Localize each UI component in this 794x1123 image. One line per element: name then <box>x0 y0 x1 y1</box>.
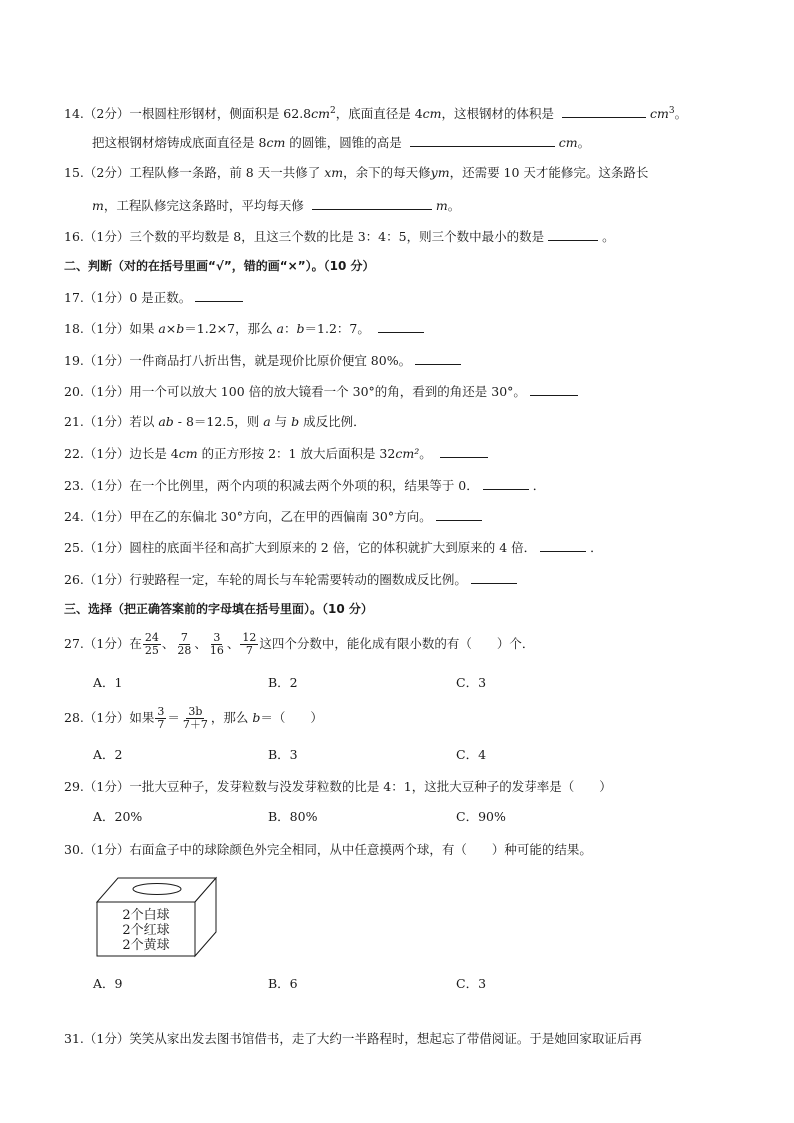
option-b[interactable]: B．6 <box>268 976 298 991</box>
question-24: 24.（1分）甲在乙的东偏北 30°方向，乙在甲的西偏南 30°方向。 <box>64 507 486 526</box>
question-16: 16.（1分）三个数的平均数是 8，且这三个数的比是 3：4：5，则三个数中最小的数是 。 <box>64 229 615 244</box>
answer-blank[interactable] <box>483 476 529 490</box>
question-14-line-2: 把这根钢材熔铸成底面直径是 8cm 的圆锥，圆锥的高是 cm。 <box>92 135 591 150</box>
option-b[interactable]: B．2 <box>268 675 298 690</box>
option-b[interactable]: B．3 <box>268 747 298 762</box>
answer-blank[interactable] <box>548 227 598 241</box>
answer-blank[interactable] <box>471 570 517 584</box>
question-26: 26.（1分）行驶路程一定，车轮的周长与车轮需要转动的圈数成反比例。 <box>64 570 521 589</box>
box-label-white: 2个白球 <box>122 908 170 923</box>
box-label-yellow: 2个黄球 <box>122 938 170 953</box>
question-29: 29.（1分）一批大豆种子，发芽粒数与没发芽粒数的比是 4：1，这批大豆种子的发芽率是（ ） <box>64 779 612 794</box>
option-a[interactable]: A．1 <box>93 675 123 690</box>
question-27: 27.（1分）在 $\frac{24}{25}$ 、 $\frac{7}{28}$ 、 $\frac{3}{16}$ 、 $\frac{12}{7}$ 这四个分数中，能化成有限小数的有（ ）个． <box>64 631 535 657</box>
answer-blank[interactable] <box>410 133 555 147</box>
answer-blank[interactable] <box>195 288 243 302</box>
question-28: 28.（1分）如果 $\frac{3}{7}$ ＝ $\frac{3b}{7+7}$ ，那么 b＝（ ） <box>64 705 323 731</box>
answer-blank[interactable] <box>312 196 432 210</box>
question-31: 31.（1分）笑笑从家出发去图书馆借书，走了大约一半路程时，想起忘了带借阅证。于是她回家取证后再 <box>64 1031 642 1046</box>
fraction: $\frac{12}{7}$ <box>242 631 257 657</box>
option-c[interactable]: C．4 <box>456 747 487 762</box>
question-19: 19.（1分）一件商品打八折出售，就是现价比原价便宜 80%。 <box>64 351 465 370</box>
option-c[interactable]: C．3 <box>456 675 487 690</box>
question-23: 23.（1分）在一个比例里，两个内项的积减去两个外项的积，结果等于 0． ． <box>64 478 546 493</box>
question-14-line-1: 14.（2分）一根圆柱形钢材，侧面积是 $62.8cm^2$，底面直径是 4cm，这根钢材的体积是 $cm^3$。 <box>64 106 688 122</box>
fraction: $\frac{7}{28}$ <box>177 631 192 657</box>
fraction: $\frac{3b}{7+7}$ <box>182 705 208 731</box>
question-18: 18.（1分）如果 a×b＝1.2×7，那么 a：b＝1.2：7。 <box>64 319 428 338</box>
option-a[interactable]: A．2 <box>93 747 123 762</box>
answer-blank[interactable] <box>436 507 482 521</box>
fraction: $\frac{3}{16}$ <box>209 631 224 657</box>
fraction: $\frac{24}{25}$ <box>144 631 159 657</box>
answer-blank[interactable] <box>562 104 646 118</box>
answer-blank[interactable] <box>378 319 424 333</box>
question-25: 25.（1分）圆柱的底面半径和高扩大到原来的 2 倍，它的体积就扩大到原来的 4 倍． ． <box>64 540 603 555</box>
question-15-line-1: 15.（2分）工程队修一条路，前 8 天一共修了 xm，余下的每天修ym，还需要 10 天才能修完。这条路长 <box>64 165 649 180</box>
question-20: 20.（1分）用一个可以放大 100 倍的放大镜看一个 30°的角，看到的角还是 30°。 <box>64 382 582 401</box>
answer-blank[interactable] <box>440 444 488 458</box>
option-c[interactable]: C．3 <box>456 976 487 991</box>
question-22: 22.（1分）边长是 4cm 的正方形按 2：1 放大后面积是 32cm²。 <box>64 444 492 463</box>
section-2-heading: 二、判断（对的在括号里画“√”，错的画“×”）。（10 分） <box>64 259 375 273</box>
answer-blank[interactable] <box>540 538 586 552</box>
option-c[interactable]: C．90% <box>456 809 506 824</box>
question-17: 17.（1分）0 是正数。 <box>64 288 247 307</box>
section-3-heading: 三、选择（把正确答案前的字母填在括号里面）。（10 分） <box>64 602 373 616</box>
option-a[interactable]: A．9 <box>93 976 123 991</box>
box-opening <box>133 884 181 895</box>
option-a[interactable]: A．20% <box>93 809 143 824</box>
answer-blank[interactable] <box>530 382 578 396</box>
question-15-line-2: m，工程队修完这条路时，平均每天修 m。 <box>92 198 461 213</box>
ball-box-figure <box>96 876 220 958</box>
question-30: 30.（1分）右面盒子中的球除颜色外完全相同，从中任意摸两个球，有（ ）种可能的结果。 <box>64 842 592 857</box>
option-b[interactable]: B．80% <box>268 809 318 824</box>
box-label-red: 2个红球 <box>122 923 170 938</box>
answer-blank[interactable] <box>415 351 461 365</box>
fraction: $\frac{3}{7}$ <box>157 705 165 731</box>
question-21: 21.（1分）若以 ab - 8＝12.5，则 a 与 b 成反比例． <box>64 414 366 429</box>
